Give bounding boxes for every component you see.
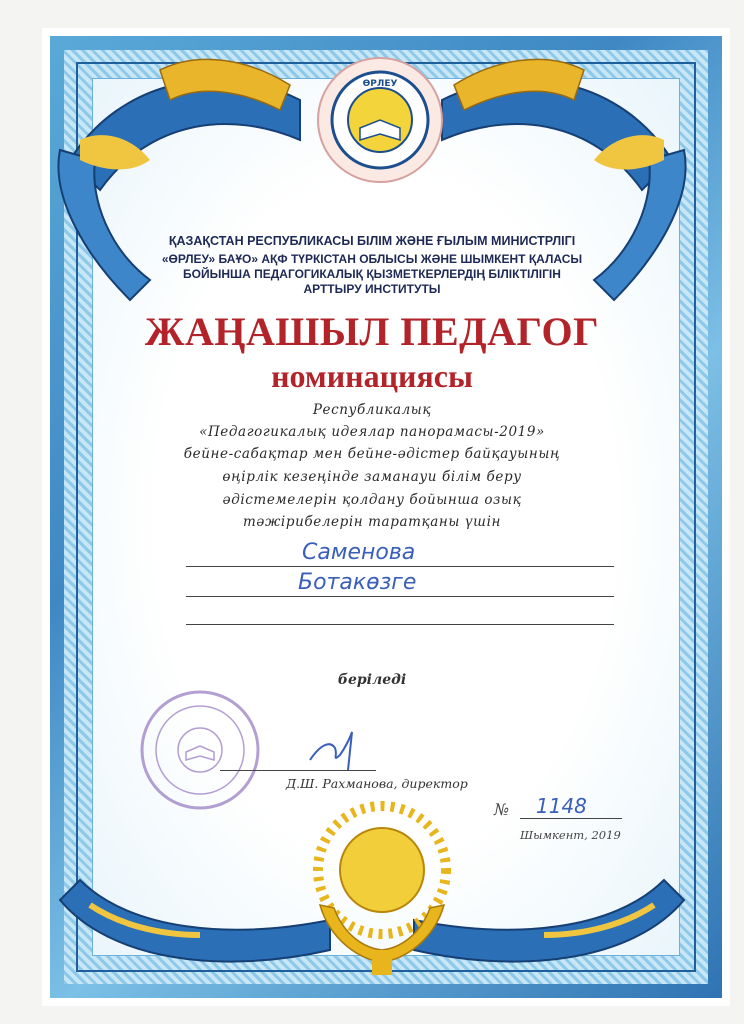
name-line-2	[186, 596, 614, 597]
body-line-6: тәжірибелерін таратқаны үшін	[243, 514, 501, 530]
signature-line	[220, 770, 376, 771]
number-label: №	[494, 800, 510, 819]
name-line-3	[186, 624, 614, 625]
signature-icon	[310, 732, 352, 770]
certificate-title: ЖАҢАШЫЛ ПЕДАГОГ	[144, 309, 600, 354]
name-line-1	[186, 566, 614, 567]
place-year: Шымкент, 2019	[520, 828, 621, 842]
certificate-number: 1148	[536, 794, 587, 818]
institute-line-1: «ӨРЛЕУ» БАҰО» АҚФ ТҮРКІСТАН ОБЛЫСЫ ЖӘНЕ ШЫМКЕНТ ҚАЛАСЫ	[161, 252, 583, 266]
recipient-name: Ботакөзге	[298, 570, 417, 595]
body-line-1: Республикалық	[312, 402, 432, 418]
stamp-icon	[142, 692, 258, 808]
body-line-4: өңірлік кезеңінде заманауи білім беру	[222, 469, 522, 485]
ministry-heading: ҚАЗАҚСТАН РЕСПУБЛИКАСЫ БІЛІМ ЖӘНЕ ҒЫЛЫМ МИНИСТРЛІГІ	[168, 234, 576, 248]
signer-text: Д.Ш. Рахманова, директор	[286, 776, 468, 791]
body-line-5: әдістемелерін қолдану бойынша озық	[222, 492, 522, 508]
orleu-logo-icon	[318, 58, 442, 182]
institute-line-3: АРТТЫРУ ИНСТИТУТЫ	[303, 282, 441, 296]
logo-text: ӨРЛЕУ	[362, 79, 398, 89]
given-text: беріледі	[337, 672, 407, 688]
certificate-subtitle: номинациясы	[271, 358, 473, 394]
institute-line-2: БОЙЫНША ПЕДАГОГИКАЛЫҚ ҚЫЗМЕТКЕРЛЕРДІҢ БІЛІКТІЛІГІН	[183, 267, 561, 281]
body-line-3: бейне-сабақтар мен бейне-әдістер байқауының	[183, 446, 561, 462]
body-line-2: «Педагогикалық идеялар панорамасы-2019»	[199, 424, 545, 440]
number-line	[520, 818, 622, 819]
recipient-surname: Саменова	[302, 540, 416, 565]
